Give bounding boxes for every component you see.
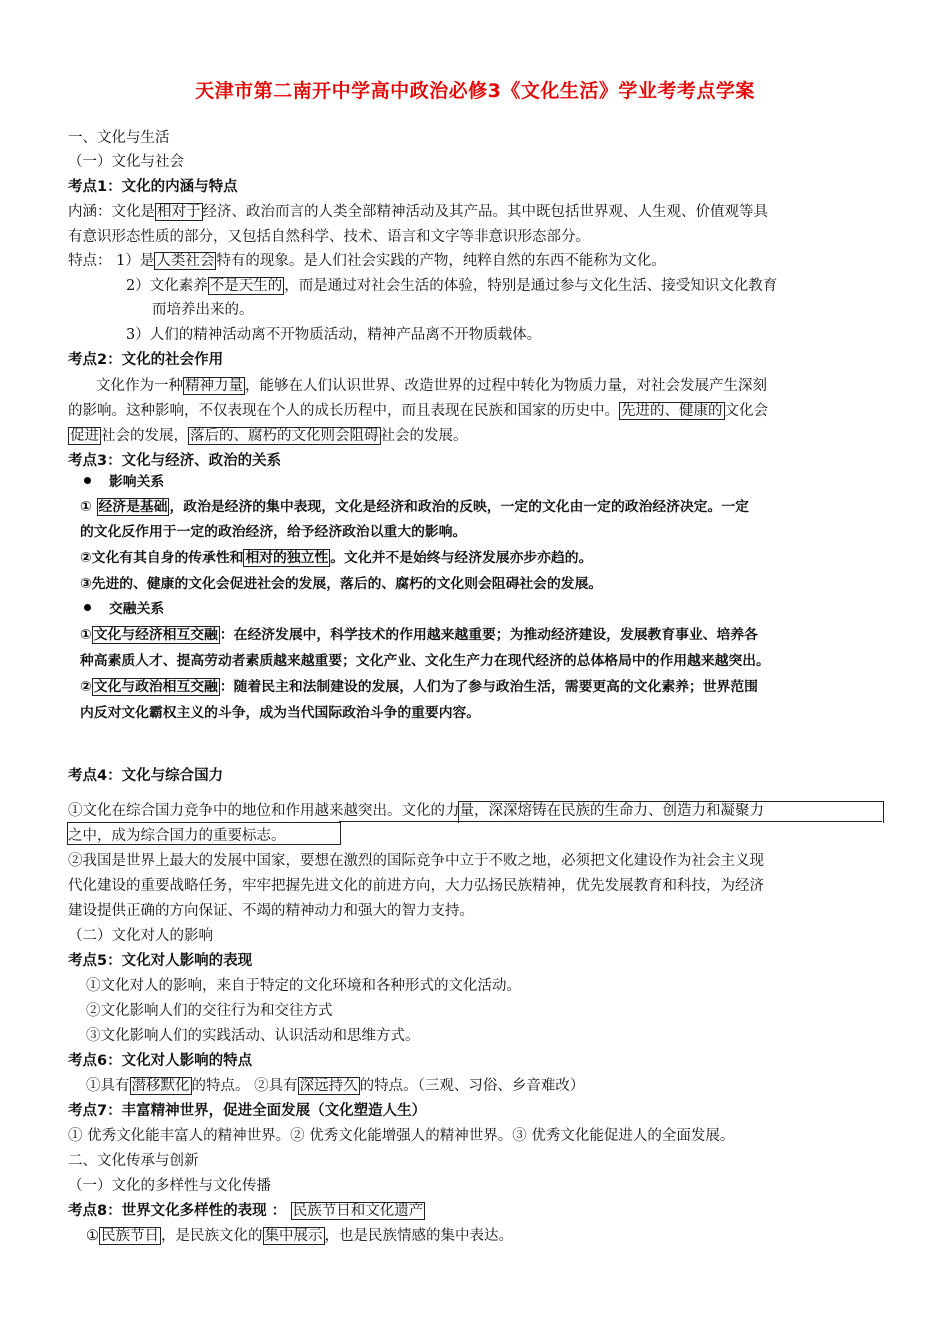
kaodian-8-heading <box>68 1201 425 1221</box>
paragraph-line <box>80 677 758 697</box>
paragraph-line: 代化建设的重要战略任务，牢牢把握先进文化的前进方向，大力弘扬民族精神，优先发展教育和科技，为经济 <box>68 878 764 894</box>
paragraph-line: 3）人们的精神活动离不开物质活动，精神产品离不开物质载体。 <box>126 327 542 343</box>
bullet-icon <box>84 604 91 611</box>
kaodian-4-heading: 考点4：文化与综合国力 <box>68 768 224 784</box>
boxed-keyword: 经济是基础 <box>98 499 168 515</box>
paragraph-line: ① 优秀文化能丰富人的精神世界。② 优秀文化能增强人的精神世界。③ 优秀文化能促进人的全面发展。 <box>68 1128 735 1144</box>
text: ②文化有其自身的传承性和 <box>80 550 244 566</box>
bullet-label: 交融关系 <box>109 601 165 617</box>
text: ：在经济发展中，科学技术的作用越来越重要；为推动经济建设，发展教育事业、培养各 <box>219 627 758 643</box>
boxed-keyword: 精神力量 <box>185 378 243 394</box>
paragraph-line: 建设提供正确的方向保证、不竭的精神动力和强大的智力支持。 <box>68 903 474 919</box>
subsection-heading: （一）文化的多样性与文化传播 <box>68 1178 271 1194</box>
paragraph-line: 有意识形态性质的部分，又包括自然科学、技术、语言和文字等非意识形态部分。 <box>68 229 590 245</box>
highlight-box <box>458 801 884 823</box>
text: ，政治是经济的集中表现，文化是经济和政治的反映，一定的文化由一定的政治经济决定。一定 <box>169 499 749 515</box>
bullet-label: 影响关系 <box>109 474 165 490</box>
boxed-keyword: 集中展示 <box>264 1228 323 1244</box>
subsection-heading: （一）文化与社会 <box>68 154 184 170</box>
text: 文化作为一种 <box>96 378 183 394</box>
paragraph-line: 而培养出来的。 <box>152 302 254 318</box>
text: ①具有 <box>86 1078 130 1094</box>
boxed-keyword: 民族节日和文化遗产 <box>292 1203 424 1219</box>
boxed-keyword: 文化与政治相互交融 <box>93 679 218 695</box>
text: ①文化在综合国力竞争中的地位和作用越来越突出。 <box>68 803 402 819</box>
text: 2）文化素养 <box>126 278 208 294</box>
bullet-item <box>84 472 164 492</box>
paragraph-line: ②我国是世界上最大的发展中国家，要想在激烈的国际竞争中立于不败之地，必须把文化建设作为社会主义现 <box>68 853 764 869</box>
text: ，也是民族情感的集中表达。 <box>324 1228 513 1244</box>
paragraph-line <box>68 426 468 446</box>
text: 经济、政治而言的人类全部精神活动及其产品。其中既包括世界观、人生观、价值观等具 <box>202 204 768 220</box>
paragraph-line <box>96 376 767 396</box>
text: 的特点。（三观、习俗、乡音难改） <box>359 1078 585 1094</box>
text: 内涵：文化是 <box>68 204 155 220</box>
list-item: ①文化对人的影响，来自于特定的文化环境和各种形式的文化活动。 <box>86 978 521 994</box>
boxed-keyword: 落后的、腐朽的文化则会阻碍 <box>190 428 379 444</box>
list-item: ③文化影响人们的实践活动、认识活动和思维方式。 <box>86 1028 420 1044</box>
boxed-keyword: 先进的、健康的 <box>621 403 723 419</box>
boxed-keyword: 潜移默化 <box>131 1078 190 1094</box>
document-title: 天津市第二南开中学高中政治必修3《文化生活》学业考考点学案 <box>195 80 755 102</box>
text: ，而是通过对社会生活的体验，特别是通过参与文化生活、接受知识文化教育 <box>284 278 778 294</box>
text: 的影响。这种影响，不仅表现在个人的成长历程中，而且表现在民族和国家的历史中。 <box>68 403 619 419</box>
paragraph-line <box>80 497 749 517</box>
paragraph-line <box>86 1226 513 1246</box>
text: ① <box>80 499 92 515</box>
paragraph-line <box>126 276 777 296</box>
highlighted-text: 文化的力量，深深熔铸在民族的生命力、创造力和凝聚力 <box>401 803 764 819</box>
kaodian-1-heading: 考点1：文化的内涵与特点 <box>68 179 238 195</box>
paragraph-line: ③先进的、健康的文化会促进社会的发展，落后的、腐朽的文化则会阻碍社会的发展。 <box>80 576 603 592</box>
kaodian-7-heading: 考点7：丰富精神世界，促进全面发展（文化塑造人生） <box>68 1103 427 1119</box>
text: ② <box>80 679 92 695</box>
section-heading: 二、文化传承与创新 <box>68 1153 199 1169</box>
boxed-keyword: 民族节日 <box>101 1228 159 1244</box>
boxed-keyword: 相对于 <box>157 204 201 220</box>
boxed-keyword: 相对的独立性 <box>245 550 329 566</box>
paragraph-line <box>68 401 768 421</box>
bullet-item <box>84 599 164 619</box>
kaodian-2-heading: 考点2：文化的社会作用 <box>68 352 224 368</box>
paragraph-line <box>86 1076 584 1096</box>
text: ① <box>80 627 92 643</box>
list-item: ②文化影响人们的交往行为和交往方式 <box>86 1003 333 1019</box>
heading-text: 考点8：世界文化多样性的表现 ： <box>68 1203 287 1219</box>
kaodian-6-heading: 考点6：文化对人影响的特点 <box>68 1053 253 1069</box>
section-heading: 一、文化与生活 <box>68 130 170 146</box>
highlight-box <box>339 821 882 822</box>
boxed-keyword: 不是天生的 <box>209 278 283 294</box>
text: 文化会 <box>724 403 768 419</box>
text: 的特点。 ②具有 <box>191 1078 298 1094</box>
subsection-heading: （二）文化对人的影响 <box>68 928 213 944</box>
paragraph-line: 内反对文化霸权主义的斗争，成为当代国际政治斗争的重要内容。 <box>80 705 481 721</box>
text: 社会的发展。 <box>380 428 468 444</box>
paragraph-line <box>68 251 666 271</box>
kaodian-5-heading: 考点5：文化对人影响的表现 <box>68 953 253 969</box>
boxed-keyword: 人类社会 <box>156 253 215 269</box>
text: 。文化并不是始终与经济发展亦步亦趋的。 <box>330 550 593 566</box>
text: ：随着民主和法制建设的发展，人们为了参与政治生活，需要更高的文化素养；世界范围 <box>219 679 758 695</box>
paragraph-line <box>80 548 592 568</box>
text: 特点： 1）是 <box>68 253 155 269</box>
text: 社会的发展， <box>101 428 188 444</box>
boxed-keyword: 文化与经济相互交融 <box>93 627 218 643</box>
paragraph-line <box>80 625 758 645</box>
paragraph-line: 之中，成为综合国力的重要标志。 <box>68 828 286 844</box>
paragraph-line: 的文化反作用于一定的政治经济，给予经济政治以重大的影响。 <box>80 524 467 540</box>
text: ① <box>86 1228 99 1244</box>
boxed-keyword: 深远持久 <box>299 1078 358 1094</box>
text: 特有的现象。是人们社会实践的产物，纯粹自然的东西不能称为文化。 <box>216 253 666 269</box>
boxed-keyword: 促进 <box>70 428 99 444</box>
highlight-box <box>67 822 341 845</box>
bullet-icon <box>84 477 91 484</box>
paragraph-line: 种高素质人才、提高劳动者素质越来越重要；文化产业、文化生产力在现代经济的总体格局中的作用越来越突出。 <box>80 653 770 669</box>
text: ，能够在人们认识世界、改造世界的过程中转化为物质力量，对社会发展产生深刻 <box>245 378 767 394</box>
paragraph-line <box>68 202 768 222</box>
text: ，是民族文化的 <box>161 1228 263 1244</box>
kaodian-3-heading: 考点3：文化与经济、政治的关系 <box>68 453 282 469</box>
